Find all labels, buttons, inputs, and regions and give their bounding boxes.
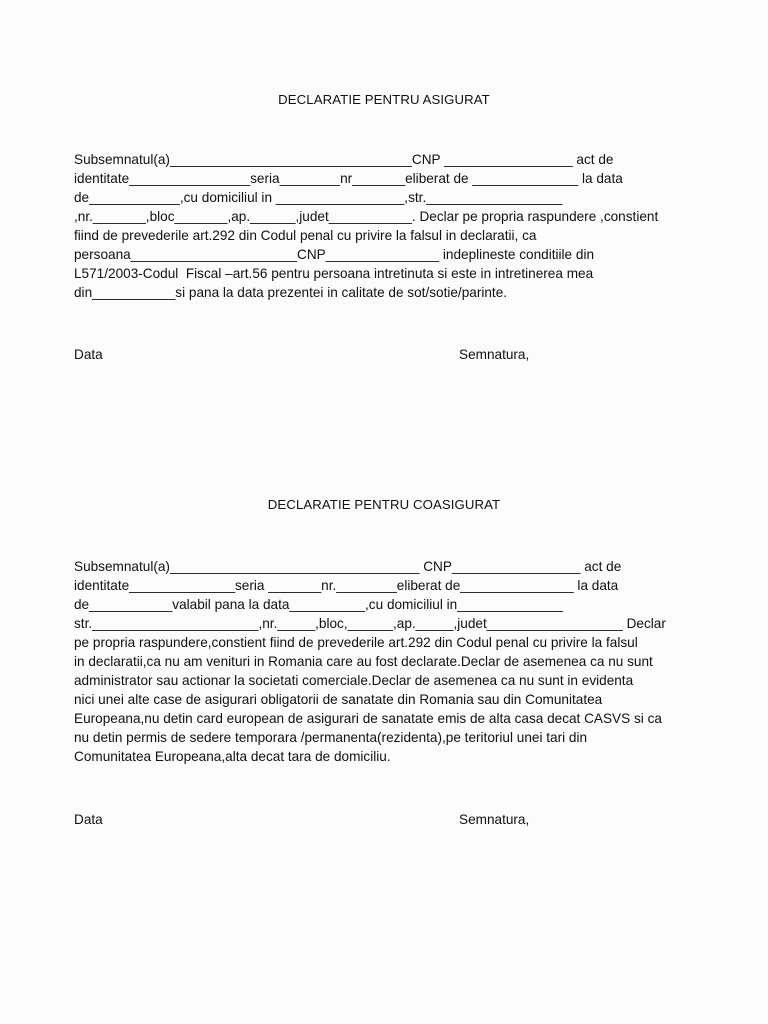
section1-line: Subsemnatul(a)________________________________CNP _________________ act de [74, 152, 614, 167]
section1-paragraph [74, 150, 714, 310]
section2-line: de___________valabil pana la data__________,cu domiciliul in______________ [74, 597, 564, 612]
section2-line: Subsemnatul(a)_________________________________ CNP_________________ act de [74, 559, 622, 574]
section2-line: identitate______________seria _______nr.________eliberat de_______________ la data [74, 578, 619, 593]
section2-line: Europeana,nu detin card european de asigurari de sanatate emis de alta casa decat CASVS si ca [74, 711, 662, 726]
section1-date-label: Data [74, 347, 103, 362]
section2-date-label: Data [74, 812, 103, 827]
section1-line: ,nr._______,bloc_______,ap.______,judet___________. Declar pe propria raspundere ,constient [74, 209, 659, 224]
section1-line: L571/2003-Codul Fiscal –art.56 pentru persoana intretinuta si este in intretinerea mea [74, 266, 594, 281]
section1-line: fiind de prevederile art.292 din Codul penal cu privire la falsul in declaratii, ca [74, 228, 537, 243]
section1-signature-label: Semnatura, [459, 347, 530, 362]
section2-line: in declaratii,ca nu am venituri in Romania care au fost declarate.Declar de asemenea ca nu sunt [74, 654, 653, 669]
section1-line: identitate________________seria________nr_______eliberat de ______________ la data [74, 171, 623, 186]
section2-line: nu detin permis de sedere temporara /permanenta(rezidenta),pe teritoriul unei tari din [74, 730, 588, 745]
section2-paragraph [74, 557, 714, 772]
section2-line: pe propria raspundere,constient fiind de prevederile art.292 din Codul penal cu privire la falsul [74, 635, 638, 650]
section2-line: Comunitatea Europeana,alta decat tara de domiciliu. [74, 749, 391, 764]
section2-line: nici unei alte case de asigurari obligatorii de sanatate din Romania sau din Comunitatea [74, 692, 603, 707]
section2-line: str.______________________,nr._____,bloc,______,ap._____,judet__________________ Declar [74, 616, 666, 631]
section1-line: persoana______________________CNP_______________ indeplineste conditiile din [74, 247, 595, 262]
section1-title: DECLARATIE PENTRU ASIGURAT [278, 92, 490, 107]
section2-line: administrator sau actionar la societati comerciale.Declar de asemenea ca nu sunt in evidenta [74, 673, 634, 688]
section2-signature-label: Semnatura, [459, 812, 530, 827]
section1-line: de____________,cu domiciliul in _________________,str.__________________ [74, 190, 563, 205]
section1-line: din___________si pana la data prezentei in calitate de sot/sotie/parinte. [74, 285, 508, 300]
section2-title: DECLARATIE PENTRU COASIGURAT [267, 497, 501, 512]
